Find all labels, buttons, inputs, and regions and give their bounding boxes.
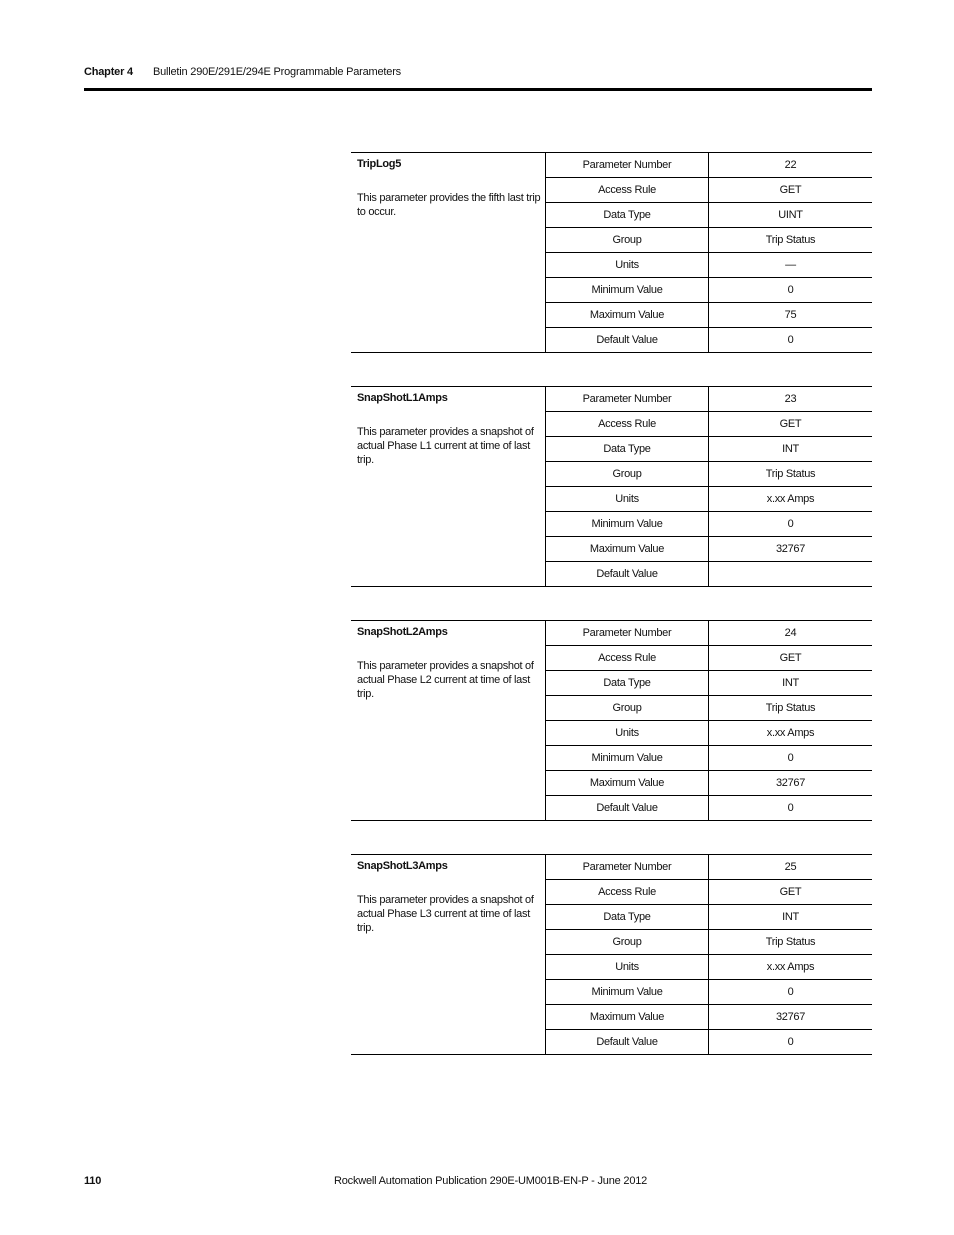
table-row: [546, 387, 872, 412]
row-value: 0: [709, 746, 873, 771]
row-label: Minimum Value: [546, 512, 709, 537]
row-value: INT: [709, 671, 873, 696]
param-table-triplog5: [351, 152, 872, 353]
table-row: [546, 796, 872, 821]
row-label: Data Type: [546, 671, 709, 696]
param-description-cell: [351, 621, 546, 820]
row-label: Access Rule: [546, 178, 709, 203]
param-name: SnapShotL3Amps: [357, 860, 448, 872]
row-value: Trip Status: [709, 696, 873, 721]
row-label: Access Rule: [546, 880, 709, 905]
chapter-label: Chapter 4: [84, 66, 133, 78]
row-label: Data Type: [546, 437, 709, 462]
table-row: [546, 771, 872, 796]
row-label: Access Rule: [546, 412, 709, 437]
row-label: Maximum Value: [546, 771, 709, 796]
row-value: x.xx Amps: [709, 487, 873, 512]
param-attributes: [546, 387, 872, 586]
row-value: 0: [709, 278, 873, 303]
row-value: 24: [709, 621, 873, 646]
table-row: [546, 537, 872, 562]
row-value: Trip Status: [709, 228, 873, 253]
table-row: [546, 228, 872, 253]
row-value: 75: [709, 303, 873, 328]
row-value: 22: [709, 153, 873, 178]
row-label: Group: [546, 462, 709, 487]
row-value: 0: [787, 334, 794, 346]
param-table-snapshotl3amps: [351, 854, 872, 1055]
table-row: [546, 512, 872, 537]
row-label: Maximum Value: [546, 537, 709, 562]
table-row: [546, 621, 872, 646]
row-value: 32767: [709, 1005, 873, 1030]
row-label: Group: [546, 228, 709, 253]
row-value: 32767: [709, 537, 873, 562]
row-label: Default Value: [546, 796, 709, 821]
row-label: Units: [546, 487, 709, 512]
table-row: [546, 980, 872, 1005]
table-row: [546, 153, 872, 178]
table-row: [546, 328, 872, 353]
running-header: [84, 66, 401, 78]
row-label: Units: [546, 253, 709, 278]
table-row: [546, 746, 872, 771]
row-value: GET: [709, 178, 873, 203]
table-row: [546, 412, 872, 437]
table-row: [546, 721, 872, 746]
param-attributes: [546, 153, 872, 352]
row-label: Data Type: [546, 905, 709, 930]
row-label: Units: [546, 721, 709, 746]
row-value: GET: [709, 646, 873, 671]
row-label: Data Type: [546, 203, 709, 228]
table-row: [546, 1030, 872, 1055]
row-label: Parameter Number: [546, 387, 709, 412]
param-description: This parameter provides a snapshot of actual Phase L1 current at time of last trip.: [357, 426, 534, 466]
row-label: Default Value: [546, 1030, 709, 1055]
table-row: [546, 437, 872, 462]
row-label: Minimum Value: [546, 980, 709, 1005]
row-value: UINT: [709, 203, 873, 228]
row-value: 0: [787, 1036, 794, 1048]
param-description: This parameter provides the fifth last trip to occur.: [357, 192, 541, 218]
row-value: 0: [787, 802, 794, 814]
row-label: Maximum Value: [546, 1005, 709, 1030]
table-row: [546, 855, 872, 880]
page-number: 110: [84, 1175, 102, 1187]
row-value: Trip Status: [709, 930, 873, 955]
row-label: Maximum Value: [546, 303, 709, 328]
row-value: GET: [709, 412, 873, 437]
row-value: x.xx Amps: [709, 721, 873, 746]
row-label: Default Value: [546, 562, 709, 587]
row-label: Minimum Value: [546, 278, 709, 303]
row-value: —: [709, 253, 873, 278]
param-table-snapshotl1amps: [351, 386, 872, 587]
param-description: This parameter provides a snapshot of actual Phase L3 current at time of last trip.: [357, 894, 534, 934]
row-value: 0: [709, 512, 873, 537]
table-row: [546, 671, 872, 696]
row-label: Minimum Value: [546, 746, 709, 771]
table-row: [546, 646, 872, 671]
row-value: GET: [709, 880, 873, 905]
chapter-title: Bulletin 290E/291E/294E Programmable Parameters: [152, 66, 401, 78]
row-value: INT: [709, 905, 873, 930]
param-table-snapshotl2amps: [351, 620, 872, 821]
row-label: Group: [546, 696, 709, 721]
param-name: SnapShotL1Amps: [357, 392, 448, 404]
row-label: Parameter Number: [546, 153, 709, 178]
param-name: TripLog5: [357, 158, 402, 170]
param-attributes: [546, 855, 872, 1054]
row-label: Parameter Number: [546, 621, 709, 646]
table-row: [546, 303, 872, 328]
table-row: [546, 178, 872, 203]
table-row: [546, 462, 872, 487]
table-row: [546, 880, 872, 905]
row-value: INT: [709, 437, 873, 462]
param-description-cell: [351, 387, 546, 586]
param-description-cell: [351, 855, 546, 1054]
table-row: [546, 1005, 872, 1030]
header-rule: [84, 88, 872, 91]
table-row: [546, 253, 872, 278]
row-label: Units: [546, 955, 709, 980]
publication-footer: Rockwell Automation Publication 290E-UM001B-EN-P - June 2012: [334, 1175, 648, 1187]
row-label: Access Rule: [546, 646, 709, 671]
row-label: Default Value: [546, 328, 709, 353]
row-value: Trip Status: [709, 462, 873, 487]
param-description: This parameter provides a snapshot of actual Phase L2 current at time of last trip.: [357, 660, 534, 700]
param-attributes: [546, 621, 872, 820]
param-description-cell: [351, 153, 546, 352]
row-value: 32767: [709, 771, 873, 796]
row-value: [709, 562, 873, 587]
table-row: [546, 562, 872, 587]
row-label: Parameter Number: [546, 855, 709, 880]
table-row: [546, 487, 872, 512]
row-label: Group: [546, 930, 709, 955]
row-value: 23: [709, 387, 873, 412]
table-row: [546, 930, 872, 955]
param-name: SnapShotL2Amps: [357, 626, 448, 638]
table-row: [546, 278, 872, 303]
table-row: [546, 203, 872, 228]
row-value: 25: [709, 855, 873, 880]
row-value: x.xx Amps: [709, 955, 873, 980]
table-row: [546, 905, 872, 930]
row-value: 0: [709, 980, 873, 1005]
table-row: [546, 955, 872, 980]
table-row: [546, 696, 872, 721]
